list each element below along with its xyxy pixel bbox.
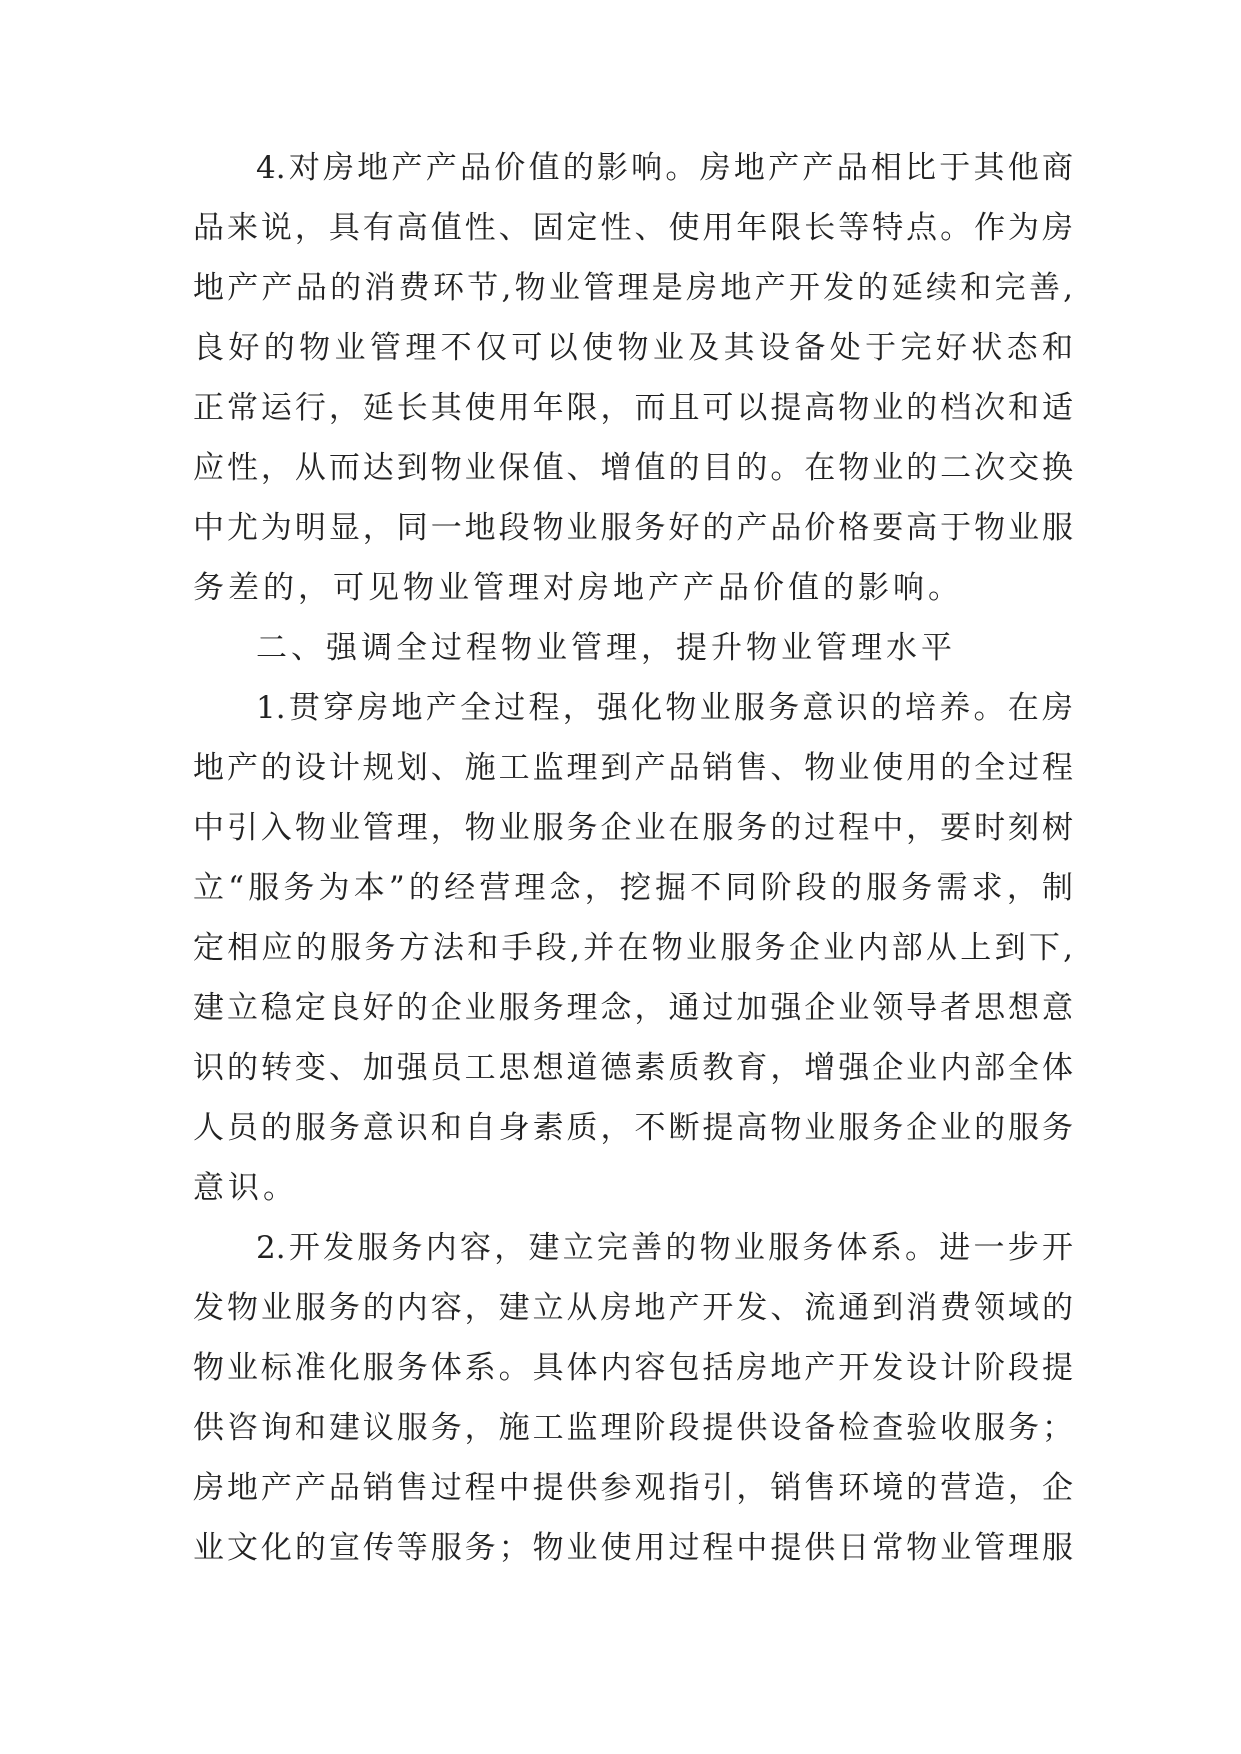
paragraph-3-line-5: 房地产产品销售过程中提供参观指引，销售环境的营造，企 [193,1470,1073,1506]
paragraph-2-line-2: 地产的设计规划、施工监理到产品销售、物业使用的全过程 [193,750,1073,786]
paragraph-1-line-1: 4.对房地产产品价值的影响。房地产产品相比于其他商 [256,150,1073,186]
paragraph-3-line-1: 2.开发服务内容，建立完善的物业服务体系。进一步开 [256,1230,1073,1266]
paragraph-2-line-8: 人员的服务意识和自身素质，不断提高物业服务企业的服务 [193,1110,1073,1146]
paragraph-2-line-9: 意识。 [193,1170,298,1206]
paragraph-3-line-4: 供咨询和建议服务，施工监理阶段提供设备检查验收服务； [193,1410,1073,1446]
paragraph-2-line-5: 定相应的服务方法和手段,并在物业服务企业内部从上到下, [193,930,1073,966]
paragraph-1-line-7: 中尤为明显，同一地段物业服务好的产品价格要高于物业服 [193,510,1073,546]
paragraph-2-line-7: 识的转变、加强员工思想道德素质教育，增强企业内部全体 [193,1050,1073,1086]
paragraph-1-line-8: 务差的，可见物业管理对房地产产品价值的影响。 [193,570,963,606]
paragraph-2-line-3: 中引入物业管理，物业服务企业在服务的过程中，要时刻树 [193,810,1073,846]
paragraph-1-line-4: 良好的物业管理不仅可以使物业及其设备处于完好状态和 [193,330,1073,366]
paragraph-1-line-6: 应性，从而达到物业保值、增值的目的。在物业的二次交换 [193,450,1073,486]
paragraph-3-line-2: 发物业服务的内容，建立从房地产开发、流通到消费领域的 [193,1290,1073,1326]
paragraph-1-line-2: 品来说，具有高值性、固定性、使用年限长等特点。作为房 [193,210,1073,246]
paragraph-2-line-4: 立“服务为本”的经营理念，挖掘不同阶段的服务需求，制 [193,870,1073,906]
paragraph-3-line-6: 业文化的宣传等服务；物业使用过程中提供日常物业管理服 [193,1530,1073,1566]
paragraph-1-line-3: 地产产品的消费环节,物业管理是房地产开发的延续和完善, [193,270,1073,306]
paragraph-1-line-5: 正常运行，延长其使用年限，而且可以提高物业的档次和适 [193,390,1073,426]
paragraph-2-line-6: 建立稳定良好的企业服务理念，通过加强企业领导者思想意 [193,990,1073,1026]
paragraph-3-line-3: 物业标准化服务体系。具体内容包括房地产开发设计阶段提 [193,1350,1073,1386]
section-heading: 二、强调全过程物业管理，提升物业管理水平 [256,630,956,666]
paragraph-2-line-1: 1.贯穿房地产全过程，强化物业服务意识的培养。在房 [256,690,1073,726]
